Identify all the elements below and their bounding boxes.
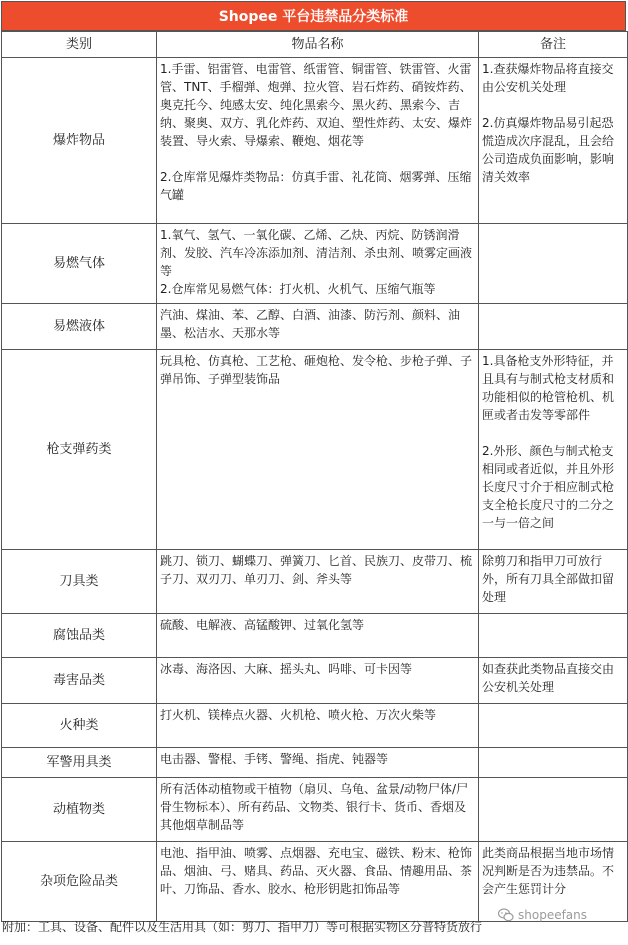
notes-cell: 1.具备枪支外形特征，并且具有与制式枪支材质和功能相似的枪管枪机、机匣或者击发等零部件 2.外形、颜色与制式枪支相同或者近似，并且外形长度尺寸介于相应制式枪支全枪长度尺寸的二分之一与一倍之间 xyxy=(479,350,628,550)
table-row xyxy=(2,350,628,550)
page-title: Shopee 平台违禁品分类标准 xyxy=(1,1,626,31)
notes-cell: 1.查获爆炸物品将直接交由公安机关处理 2.仿真爆炸物品易引起恐慌造成次序混乱，且会给公司造成负面影响，影响清关效率 xyxy=(479,58,628,224)
items-cell: 1.氧气、氢气、一氧化碳、乙烯、乙炔、丙烷、防锈润滑剂、发胶、汽车冷冻添加剂、清洁剂、杀虫剂、喷雾定画液等 2.仓库常见易燃气体：打火机、火机气、压缩气瓶等 xyxy=(157,224,479,304)
category-cell: 军警用具类 xyxy=(2,748,157,778)
category-cell: 爆炸物品 xyxy=(2,58,157,224)
items-cell: 所有活体动植物或干植物（扇贝、乌龟、盆景/动物尸体/尸骨生物标本）、所有药品、文物类、银行卡、货币、香烟及其他烟草制品等 xyxy=(157,778,479,842)
category-cell: 刀具类 xyxy=(2,550,157,614)
category-cell: 毒害品类 xyxy=(2,658,157,704)
category-cell: 动植物类 xyxy=(2,778,157,842)
table-header-row xyxy=(2,32,628,58)
notes-cell: 此类商品根据当地市场情况判断是否为违禁品。不会产生惩罚计分 xyxy=(479,842,628,922)
footer-note: 附加：工具、设备、配件以及生活用具（如：剪刀、指甲刀）等可根据实物区分普特货放行 xyxy=(2,920,483,934)
notes-cell: 如查获此类物品直接交由公安机关处理 xyxy=(479,658,628,704)
category-cell: 腐蚀品类 xyxy=(2,614,157,658)
prohibited-items-table xyxy=(1,31,628,922)
table-row xyxy=(2,704,628,748)
items-cell: 电击器、警棍、手铐、警绳、指虎、钝器等 xyxy=(157,748,479,778)
items-cell: 玩具枪、仿真枪、工艺枪、砸炮枪、发令枪、步枪子弹、子弹吊饰、子弹型装饰品 xyxy=(157,350,479,550)
items-cell: 硫酸、电解液、高锰酸钾、过氧化氢等 xyxy=(157,614,479,658)
watermark-text: shopeefans xyxy=(518,908,588,922)
items-cell: 打火机、镁棒点火器、火机枪、喷火枪、万次火柴等 xyxy=(157,704,479,748)
notes-cell xyxy=(479,778,628,842)
items-cell: 冰毒、海洛因、大麻、摇头丸、吗啡、可卡因等 xyxy=(157,658,479,704)
notes-cell xyxy=(479,704,628,748)
header-category: 类别 xyxy=(2,32,157,58)
table-row xyxy=(2,658,628,704)
category-cell: 易燃液体 xyxy=(2,304,157,350)
table-row xyxy=(2,550,628,614)
items-cell: 汽油、煤油、苯、乙醇、白酒、油漆、防污剂、颜料、油墨、松洁水、天那水等 xyxy=(157,304,479,350)
header-notes: 备注 xyxy=(479,32,628,58)
table-row xyxy=(2,614,628,658)
notes-cell xyxy=(479,224,628,304)
category-cell: 枪支弹药类 xyxy=(2,350,157,550)
items-cell: 电池、指甲油、喷雾、点烟器、充电宝、磁铁、粉末、枪饰品、烟油、弓、赌具、药品、灭火器、食品、情趣用品、茶叶、刀饰品、香水、胶水、枪形钥匙扣饰品等 xyxy=(157,842,479,922)
table-row xyxy=(2,304,628,350)
notes-cell xyxy=(479,748,628,778)
notes-cell: 除剪刀和指甲刀可放行外，所有刀具全部做扣留处理 xyxy=(479,550,628,614)
table-row xyxy=(2,224,628,304)
table-row xyxy=(2,58,628,224)
category-cell: 易燃气体 xyxy=(2,224,157,304)
category-cell: 火种类 xyxy=(2,704,157,748)
table-row xyxy=(2,748,628,778)
notes-cell xyxy=(479,614,628,658)
notes-cell xyxy=(479,304,628,350)
category-cell: 杂项危险品类 xyxy=(2,842,157,922)
header-item-name: 物品名称 xyxy=(157,32,479,58)
items-cell: 跳刀、锁刀、蝴蝶刀、弹簧刀、匕首、民族刀、皮带刀、梳子刀、双刃刀、单刃刀、剑、斧头等 xyxy=(157,550,479,614)
items-cell: 1.手雷、铝雷管、电雷管、纸雷管、铜雷管、铁雷管、火雷管、TNT、手榴弹、炮弹、拉火管、岩石炸药、硝铵炸药、奥克托今、纯感太安、纯化黑索今、黑火药、黑索今、吉纳、聚奥、双方、乳化炸药、双迫、塑性炸药、太安、爆炸装置、导火索、导爆索、鞭炮、烟花等 2.仓库常见爆炸类物品：仿真手雷、礼花筒、烟雾弹、压缩气罐 xyxy=(157,58,479,224)
table-row xyxy=(2,778,628,842)
